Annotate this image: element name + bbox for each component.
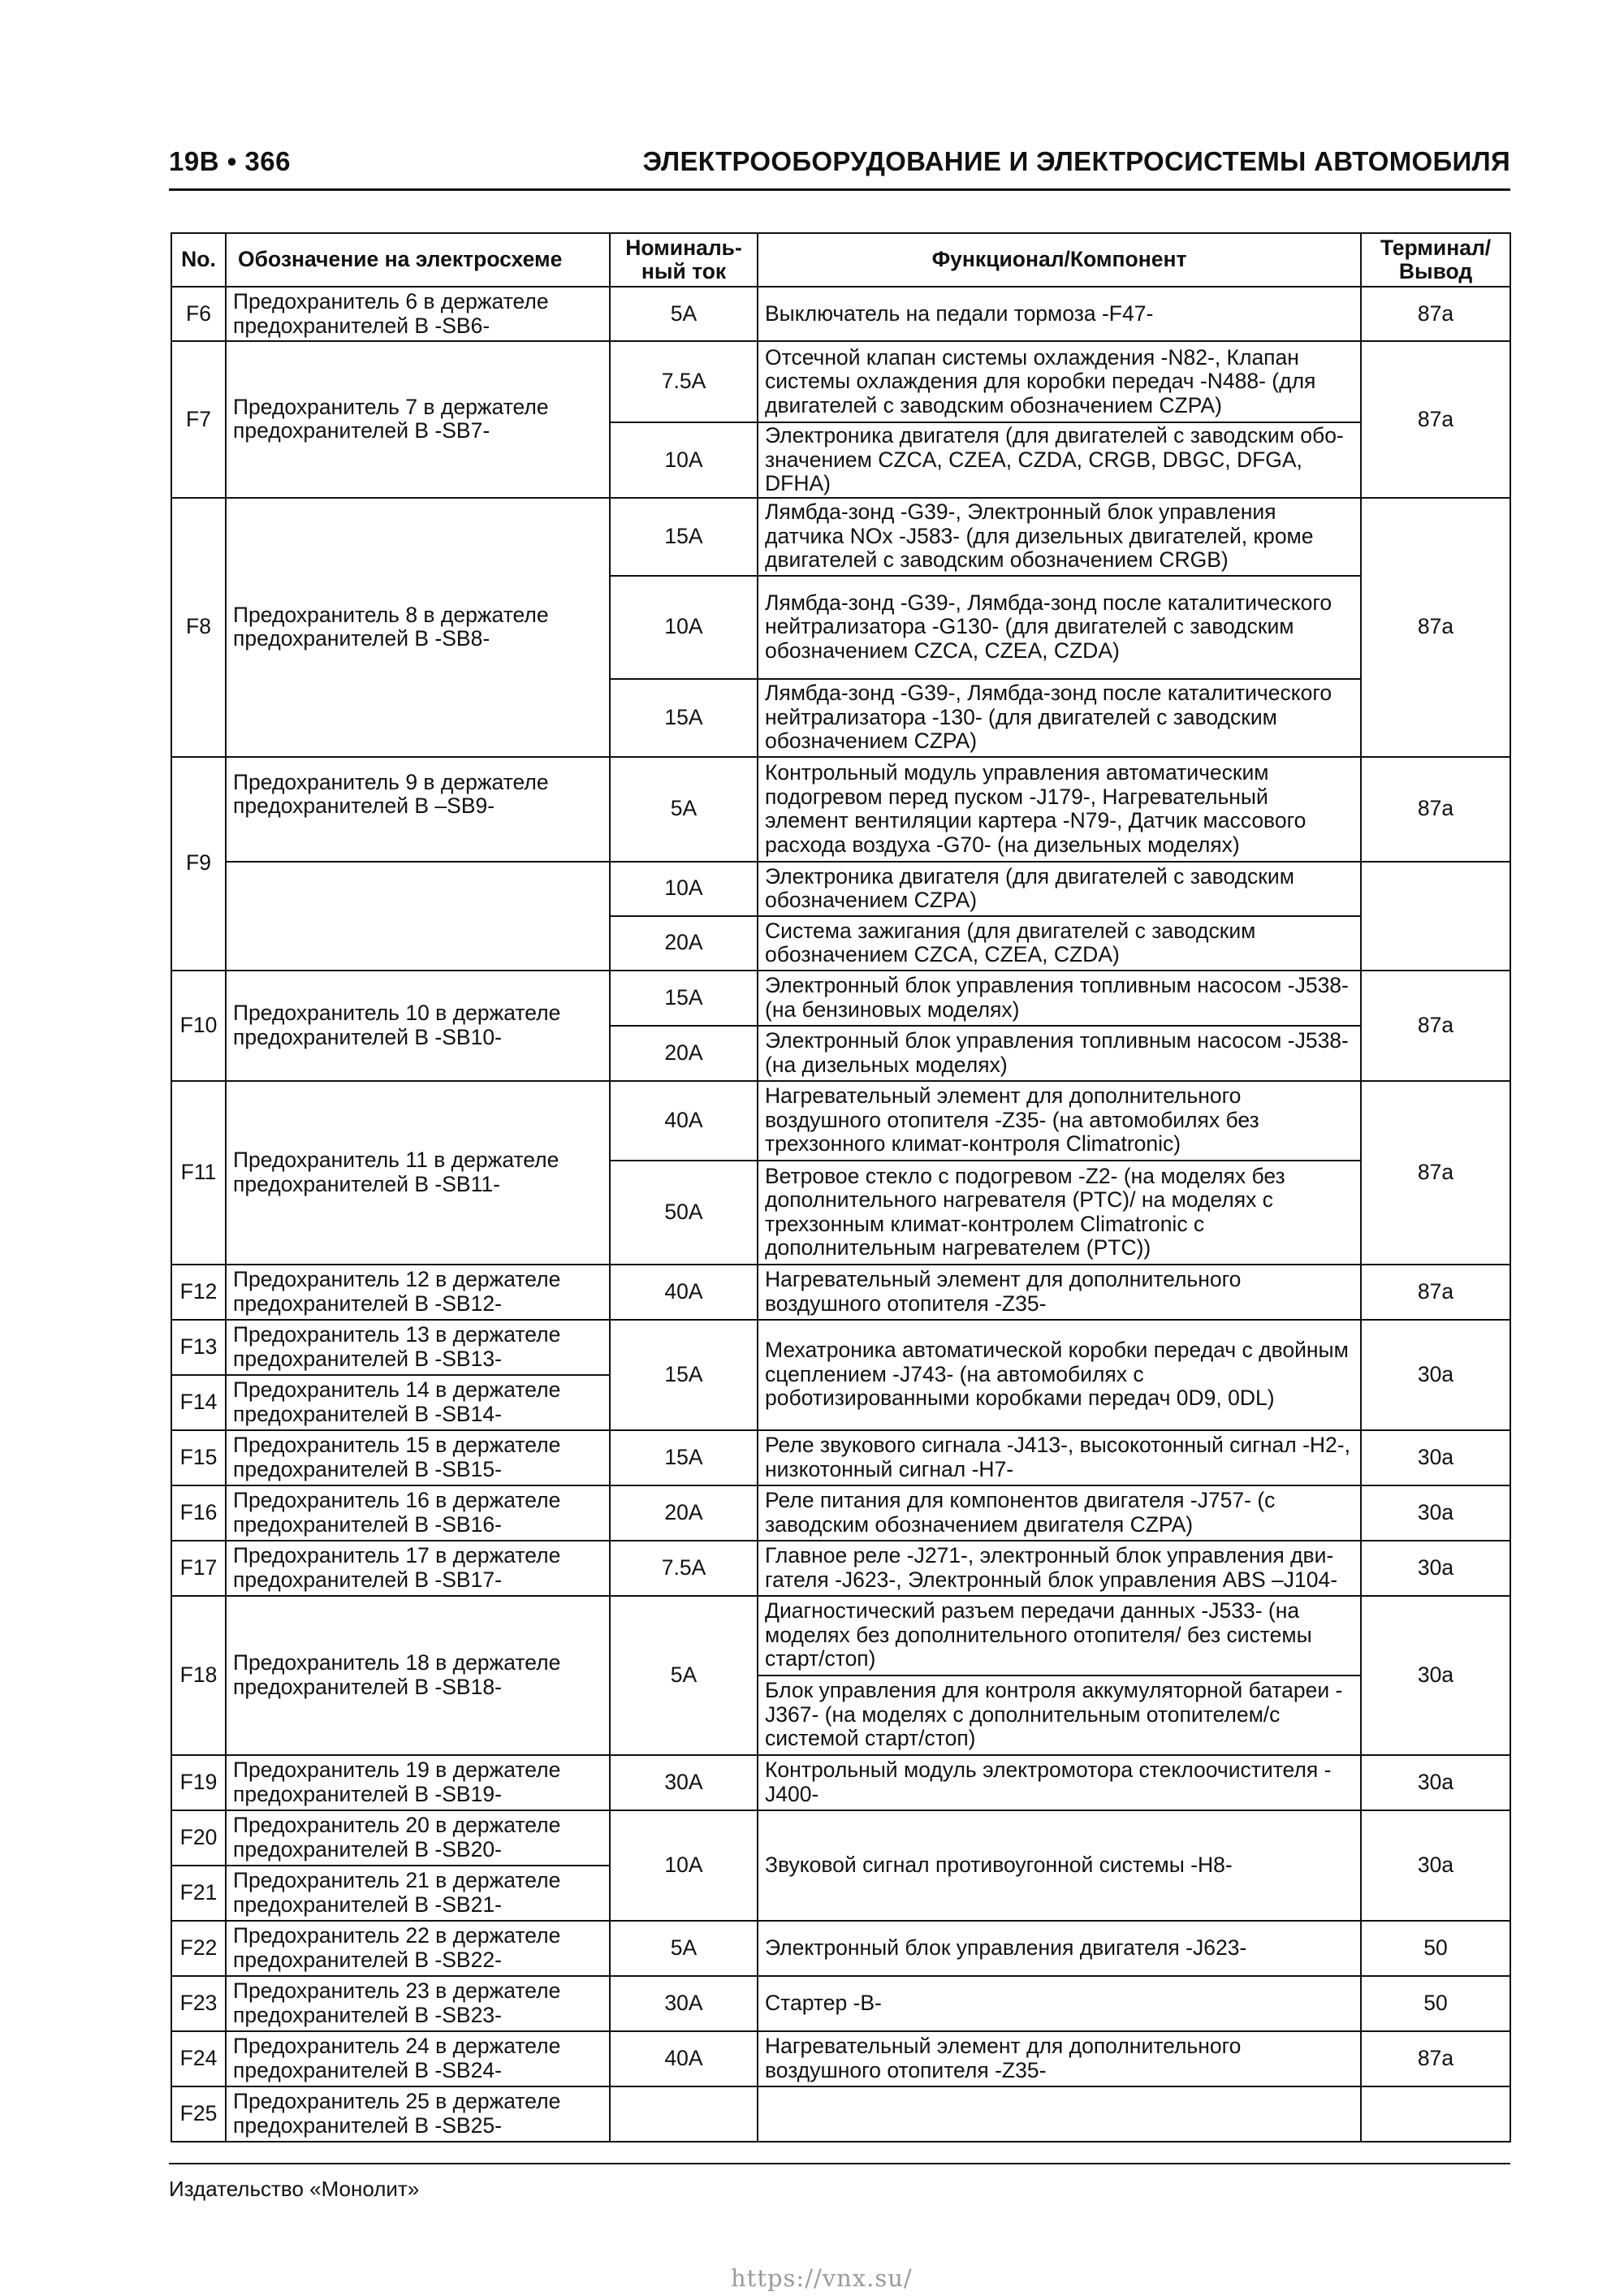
rated-current: 40A	[610, 1081, 758, 1161]
fuse-number: F21	[171, 1866, 226, 1921]
page-header	[169, 146, 1510, 184]
fuse-number: F25	[171, 2086, 226, 2142]
fuse-function: Лямбда-зонд -G39-, Лямбда-зонд после каталитического нейтрализатора -G130- (для двигателей с заводским обозначением CZCA, CZEA, CZDA)	[758, 576, 1361, 679]
fuse-number: F14	[171, 1375, 226, 1430]
rated-current: 15A	[610, 1320, 758, 1430]
fuse-function: Выключатель на педали тормоза -F47-	[758, 287, 1361, 341]
table-row	[171, 2031, 1510, 2086]
empty-cell	[610, 2086, 758, 2142]
rated-current: 5A	[610, 1596, 758, 1755]
terminal: 30a	[1361, 1541, 1510, 1596]
fuse-number: F19	[171, 1755, 226, 1810]
rated-current: 7.5A	[610, 1541, 758, 1596]
table-row	[171, 1485, 1510, 1541]
empty-cell	[226, 862, 610, 971]
fuse-number: F9	[171, 757, 226, 971]
fuse-number: F23	[171, 1976, 226, 2031]
fuse-number: F11	[171, 1081, 226, 1265]
fuse-function: Электронный блок управления топливным насосом -J538- (на бензиновых моделях)	[758, 971, 1361, 1026]
table-row	[171, 1596, 1510, 1676]
table-row	[171, 1921, 1510, 1976]
terminal: 87a	[1361, 2031, 1510, 2086]
fuse-designation: Предохранитель 25 в держателе предохранителей В -SB25-	[226, 2086, 610, 2142]
fuse-function: Стартер -B-	[758, 1976, 1361, 2031]
terminal: 50	[1361, 1921, 1510, 1976]
watermark-url: https://vnx.su/	[731, 2264, 913, 2292]
terminal: 87a	[1361, 498, 1510, 757]
fuse-number: F10	[171, 971, 226, 1081]
fuse-function: Звуковой сигнал противоугонной системы -H8-	[758, 1810, 1361, 1921]
fuse-function: Нагревательный элемент для дополнительного воздушного отопителя -Z35- (на автомобилях без трехзонного климат-контроля Climatronic)	[758, 1081, 1361, 1161]
chapter-title: ЭЛЕКТРООБОРУДОВАНИЕ И ЭЛЕКТРОСИСТЕМЫ АВТОМОБИЛЯ	[642, 146, 1510, 176]
fuse-function: Реле звукового сигнала -J413-, высокотонный сигнал -H2-, низкотонный сигнал -H7-	[758, 1430, 1361, 1485]
terminal: 50	[1361, 1976, 1510, 2031]
fuse-function: Реле питания для компонентов двигателя -J757- (с заводским обозначением двигателя CZPA)	[758, 1485, 1361, 1541]
fuse-designation: Предохранитель 12 в держателе предохранителей В -SB12-	[226, 1265, 610, 1320]
terminal: 87a	[1361, 971, 1510, 1081]
fuse-function: Лямбда-зонд -G39-, Электронный блок управления датчика NOx -J583- (для дизельных двигателей, кроме двигателей с заводским обозначением CRGB)	[758, 498, 1361, 576]
fuse-function: Нагревательный элемент для дополнительного воздушного отопителя -Z35-	[758, 1265, 1361, 1320]
fuse-number: F8	[171, 498, 226, 757]
rated-current: 40A	[610, 1265, 758, 1320]
fuse-designation: Предохранитель 10 в держателе предохранителей В -SB10-	[226, 971, 610, 1081]
fuse-number: F22	[171, 1921, 226, 1976]
fuse-function: Ветровое стекло с подогревом -Z2- (на моделях без дополнительного нагревателя (PTC)/ на моделях с трехзонным климат-контролем Climatronic с дополнительным нагревателем (PTC))	[758, 1161, 1361, 1265]
fuse-designation: Предохранитель 13 в держателе предохранителей В -SB13-	[226, 1320, 610, 1375]
table-row	[171, 341, 1510, 422]
fuse-table	[171, 232, 1511, 2143]
fuse-number: F20	[171, 1810, 226, 1866]
table-row	[171, 1430, 1510, 1485]
table-header-row	[171, 233, 1510, 287]
table-row	[171, 1810, 1510, 1866]
rated-current: 15A	[610, 679, 758, 757]
rated-current: 5A	[610, 287, 758, 341]
fuse-function: Электроника двигателя (для двигателей с заводским обо-значением CZCA, CZEA, CZDA, CRGB, DBGC, DFGA, DFHA)	[758, 422, 1361, 498]
table-row	[171, 971, 1510, 1026]
fuse-number: F16	[171, 1485, 226, 1541]
table-row	[171, 498, 1510, 576]
fuse-function: Блок управления для контроля аккумуляторной батареи -J367- (на моделях с дополнительным отопителем/с системой старт/стоп)	[758, 1676, 1361, 1755]
rated-current: 10A	[610, 1810, 758, 1921]
table-row	[171, 1265, 1510, 1320]
fuse-number: F13	[171, 1320, 226, 1375]
terminal: 87a	[1361, 757, 1510, 862]
fuse-designation: Предохранитель 14 в держателе предохранителей В -SB14-	[226, 1375, 610, 1430]
table-row	[171, 287, 1510, 341]
fuse-function: Контрольный модуль управления автоматическим подогревом перед пуском -J179-, Нагревательный элемент вентиляции картера -N79-, Датчик массового расхода воздуха -G70- (на дизельных моделях)	[758, 757, 1361, 862]
fuse-function: Электронный блок управления двигателя -J623-	[758, 1921, 1361, 1976]
table-row	[171, 1081, 1510, 1161]
terminal: 30a	[1361, 1485, 1510, 1541]
fuse-designation: Предохранитель 6 в держателе предохранителей В -SB6-	[226, 287, 610, 341]
rated-current: 7.5A	[610, 341, 758, 422]
fuse-function: Нагревательный элемент для дополнительного воздушного отопителя -Z35-	[758, 2031, 1361, 2086]
fuse-function: Контрольный модуль электромотора стеклоочистителя -J400-	[758, 1755, 1361, 1810]
rated-current: 10A	[610, 576, 758, 679]
footer-divider	[169, 2163, 1510, 2164]
fuse-designation: Предохранитель 16 в держателе предохранителей В -SB16-	[226, 1485, 610, 1541]
terminal: 30a	[1361, 1320, 1510, 1430]
rated-current: 20A	[610, 1485, 758, 1541]
rated-current: 30A	[610, 1976, 758, 2031]
empty-cell	[1361, 862, 1510, 971]
rated-current: 15A	[610, 498, 758, 576]
fuse-designation: Предохранитель 7 в держателе предохранителей В -SB7-	[226, 341, 610, 498]
fuse-function: Главное реле -J271-, электронный блок управления дви-гателя -J623-, Электронный блок управления ABS –J104-	[758, 1541, 1361, 1596]
table-row	[171, 862, 1510, 916]
fuse-function: Мехатроника автоматической коробки передач с двойным сцеплением -J743- (на автомобилях с роботизированными коробками передач 0D9, 0DL)	[758, 1320, 1361, 1430]
table-row	[171, 1976, 1510, 2031]
table-row	[171, 1541, 1510, 1596]
fuse-number: F12	[171, 1265, 226, 1320]
fuse-designation: Предохранитель 8 в держателе предохранителей В -SB8-	[226, 498, 610, 757]
column-header-current: Номиналь-ный ток	[610, 233, 758, 287]
fuse-number: F7	[171, 341, 226, 498]
rated-current: 15A	[610, 971, 758, 1026]
rated-current: 15A	[610, 1430, 758, 1485]
column-header-terminal: Терминал/ Вывод	[1361, 233, 1510, 287]
fuse-function: Лямбда-зонд -G39-, Лямбда-зонд после каталитического нейтрализатора -130- (для двигателей с заводским обозначением CZPA)	[758, 679, 1361, 757]
fuse-number: F6	[171, 287, 226, 341]
terminal: 30a	[1361, 1430, 1510, 1485]
terminal: 30a	[1361, 1810, 1510, 1921]
fuse-designation: Предохранитель 20 в держателе предохранителей В -SB20-	[226, 1810, 610, 1866]
fuse-designation: Предохранитель 17 в держателе предохранителей В -SB17-	[226, 1541, 610, 1596]
empty-cell	[1361, 2086, 1510, 2142]
fuse-number: F18	[171, 1596, 226, 1755]
rated-current: 20A	[610, 1026, 758, 1081]
fuse-designation: Предохранитель 11 в держателе предохранителей В -SB11-	[226, 1081, 610, 1265]
rated-current: 50A	[610, 1161, 758, 1265]
rated-current: 5A	[610, 1921, 758, 1976]
rated-current: 10A	[610, 422, 758, 498]
empty-cell	[758, 2086, 1361, 2142]
fuse-function: Диагностический разъем передачи данных -J533- (на моделях без дополнительного отопителя/ без системы старт/стоп)	[758, 1596, 1361, 1676]
rated-current: 40A	[610, 2031, 758, 2086]
fuse-function: Отсечной клапан системы охлаждения -N82-, Клапан системы охлаждения для коробки передач -N488- (для двигателей с заводским обозначением CZPA)	[758, 341, 1361, 422]
table-row	[171, 1320, 1510, 1375]
fuse-designation: Предохранитель 18 в держателе предохранителей В -SB18-	[226, 1596, 610, 1755]
terminal: 87a	[1361, 1265, 1510, 1320]
fuse-designation: Предохранитель 9 в держателе предохранителей В –SB9-	[226, 757, 610, 862]
table-row	[171, 1755, 1510, 1810]
fuse-number: F15	[171, 1430, 226, 1485]
fuse-designation: Предохранитель 15 в держателе предохранителей В -SB15-	[226, 1430, 610, 1485]
header-divider	[169, 188, 1510, 191]
terminal: 30a	[1361, 1596, 1510, 1755]
rated-current: 10A	[610, 862, 758, 916]
fuse-designation: Предохранитель 19 в держателе предохранителей В -SB19-	[226, 1755, 610, 1810]
terminal: 87a	[1361, 287, 1510, 341]
rated-current: 30A	[610, 1755, 758, 1810]
fuse-function: Система зажигания (для двигателей с заводским обозначением CZCA, CZEA, CZDA)	[758, 916, 1361, 971]
terminal: 30a	[1361, 1755, 1510, 1810]
table-row	[171, 757, 1510, 862]
page-number: 19B • 366	[169, 146, 291, 176]
fuse-function: Электронный блок управления топливным насосом -J538- (на дизельных моделях)	[758, 1026, 1361, 1081]
rated-current: 20A	[610, 916, 758, 971]
fuse-function: Электроника двигателя (для двигателей с заводским обозначением CZPA)	[758, 862, 1361, 916]
rated-current: 5A	[610, 757, 758, 862]
fuse-number: F24	[171, 2031, 226, 2086]
fuse-designation: Предохранитель 21 в держателе предохранителей В -SB21-	[226, 1866, 610, 1921]
fuse-designation: Предохранитель 23 в держателе предохранителей В -SB23-	[226, 1976, 610, 2031]
terminal: 87a	[1361, 341, 1510, 498]
fuse-designation: Предохранитель 22 в держателе предохранителей В -SB22-	[226, 1921, 610, 1976]
terminal: 87a	[1361, 1081, 1510, 1265]
column-header-no: No.	[171, 233, 226, 287]
fuse-number: F17	[171, 1541, 226, 1596]
fuse-designation: Предохранитель 24 в держателе предохранителей В -SB24-	[226, 2031, 610, 2086]
publisher-name: Издательство «Монолит»	[169, 2177, 420, 2201]
table-row	[171, 2086, 1510, 2142]
column-header-designation: Обозначение на электросхеме	[226, 233, 610, 287]
column-header-function: Функционал/Компонент	[758, 233, 1361, 287]
